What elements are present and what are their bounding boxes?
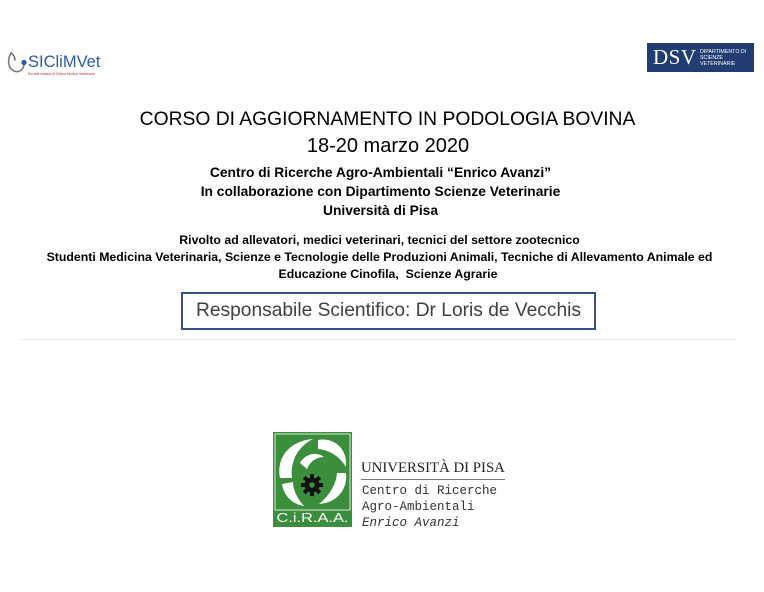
siclimvet-logo-name: SICliMVet bbox=[28, 53, 101, 71]
organizer-line: Università di Pisa bbox=[322, 203, 439, 218]
research-center-line: Enrico Avanzi bbox=[362, 515, 460, 530]
audience-line: Educazione Cinofila, Scienze Agrarie bbox=[278, 267, 498, 281]
gear-icon bbox=[301, 474, 323, 496]
dsv-department-name bbox=[700, 49, 752, 67]
dsv-name-line: SCIENZE bbox=[700, 55, 723, 61]
dsv-abbreviation: DSV bbox=[653, 45, 697, 69]
research-center-line: Agro-Ambientali bbox=[362, 499, 475, 514]
research-center-line: Centro di Ricerche bbox=[362, 483, 498, 498]
siclimvet-logo-subtitle: Società Italiana di Clinica Medica Veterinaria bbox=[28, 72, 95, 76]
dsv-logo bbox=[647, 43, 754, 72]
university-name: UNIVERSITÀ DI PISA bbox=[361, 460, 505, 476]
university-divider bbox=[361, 479, 505, 480]
ciraa-emblem bbox=[273, 432, 352, 527]
audience-line: Studenti Medicina Veterinaria, Scienze e Tecnologie delle Produzioni Animali, Tecniche di Allevamento Animale ed bbox=[46, 250, 713, 264]
stethoscope-icon bbox=[6, 51, 28, 75]
scientific-lead-box bbox=[181, 292, 596, 330]
dsv-name-line: DIPARTIMENTO DI bbox=[700, 49, 747, 55]
separator-line bbox=[20, 339, 736, 340]
scientific-lead-text: Responsabile Scientifico: Dr Loris de Vecchis bbox=[195, 300, 581, 321]
organizer-line: Centro di Ricerche Agro-Ambientali “Enrico Avanzi” bbox=[209, 165, 552, 180]
organizer-line: In collaborazione con Dipartimento Scienze Veterinarie bbox=[200, 184, 561, 199]
audience-line: Rivolto ad allevatori, medici veterinari, tecnici del settore zootecnico bbox=[179, 233, 580, 247]
ciraa-badge-text: C.i.R.A.A. bbox=[276, 510, 349, 525]
course-title: CORSO DI AGGIORNAMENTO IN PODOLOGIA BOVINA bbox=[139, 109, 636, 130]
dsv-name-line: VETERINARIE bbox=[700, 61, 736, 67]
course-dates: 18-20 marzo 2020 bbox=[306, 135, 470, 157]
